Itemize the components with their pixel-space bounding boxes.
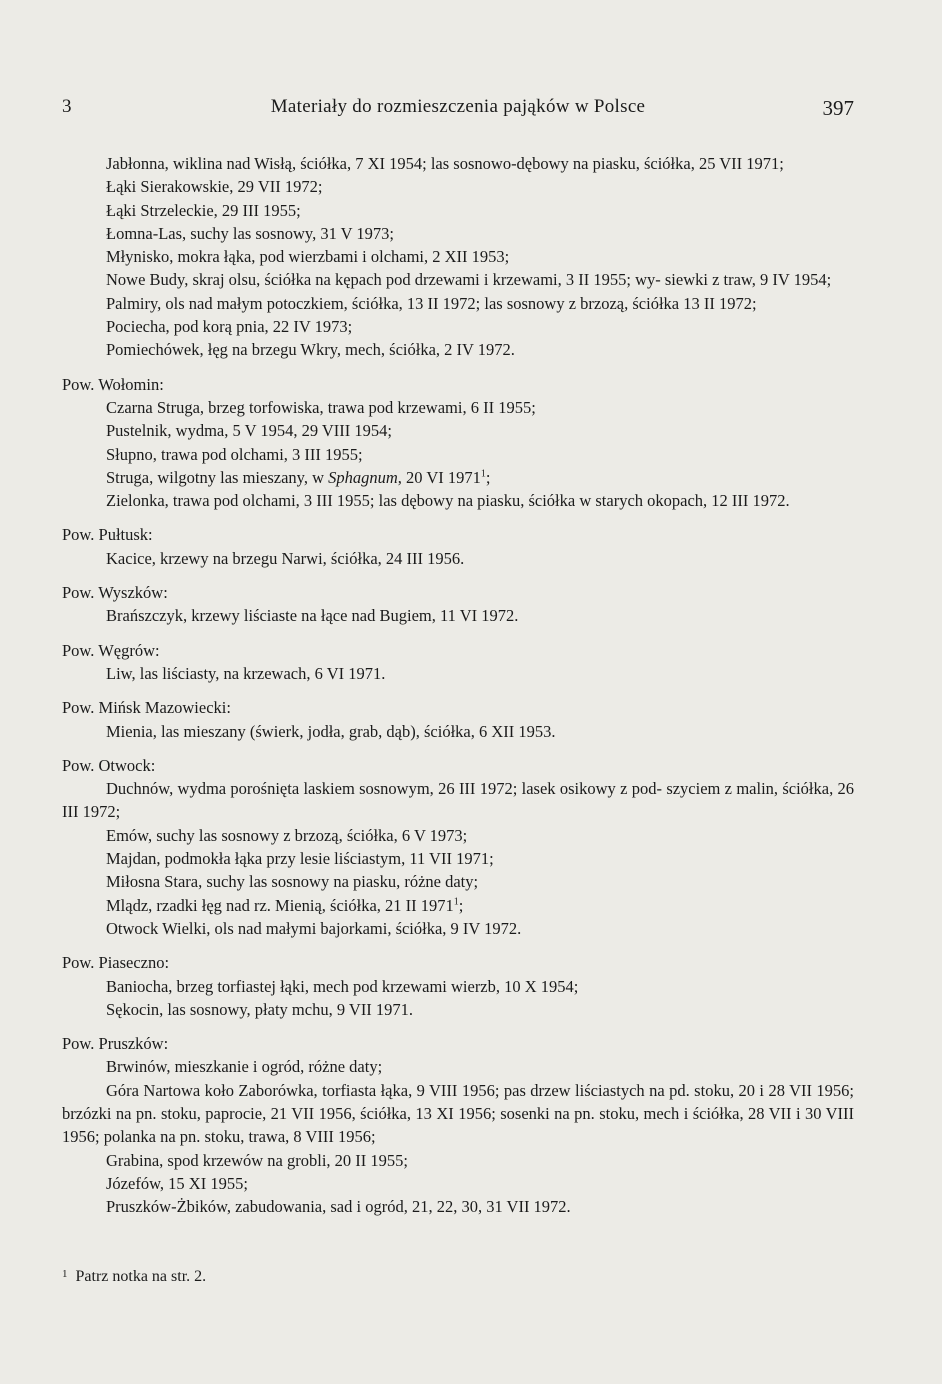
entry-line: Góra Nartowa koło Zaborówka, torfiasta łąka, 9 VIII 1956; pas drzew liściastych [106,1080,645,1100]
county-heading: Pow. Otwock: [62,755,156,775]
entry-line: Nowe Budy, skraj olsu, ściółka na kępach pod drzewami i krzewami, 3 II 1955; wy- [106,270,661,290]
locality-entry [62,175,854,198]
county-heading: Pow. Wołomin: [62,374,164,394]
entry-text: ; [485,467,491,487]
locality-entry [62,604,854,627]
county-heading: Pow. Węgrów: [62,640,160,660]
entry-line: Brańszczyk, krzewy liściaste na łące nad Bugiem, 11 VI 1972. [106,606,519,626]
entry-line: Młynisko, mokra łąka, pod wierzbami i olchami, 2 XII 1953; [106,247,510,267]
locality-entry [62,998,854,1021]
locality-entry [62,489,854,512]
locality-entry [62,1055,854,1078]
locality-entry [62,662,854,685]
entry-line: 1956; sosenki na pn. stoku, mech i ściółka, 28 VII i 30 VIII 1956; polanka na pn. stoku, [62,1103,855,1147]
locality-entry [62,1149,854,1172]
entry-line: Mienia, las mieszany (świerk, jodła, grab, dąb), ściółka, 6 XII 1953. [106,721,556,741]
entry-line: Baniocha, brzeg torfiastej łąki, mech pod krzewami wierzb, 10 X 1954; [106,976,579,996]
locality-entry [62,1172,854,1195]
footnote-ref: 1 [453,896,459,908]
taxon-name: Sphagnum [328,467,398,487]
locality-entry [62,847,854,870]
locality-entry [62,975,854,998]
running-title: Materiały do rozmieszczenia pająków w Polsce [270,96,646,117]
entry-line: Zielonka, trawa pod olchami, 3 III 1955; las dębowy na piasku, ściółka w starych [106,491,644,511]
entry-text: Struga, wilgotny las mieszany, w [106,467,329,487]
footnote-mark: 1 [62,1268,68,1280]
entry-line: Pustelnik, wydma, 5 V 1954, 29 VIII 1954; [106,421,393,441]
locality-entry [62,152,854,175]
entry-line: Majdan, podmokła łąka przy lesie liściastym, 11 VII 1971; [106,849,494,869]
entry-line: Łąki Strzeleckie, 29 III 1955; [106,200,301,220]
locality-entry [62,199,854,222]
locality-entry [62,292,854,315]
locality-entry [62,720,854,743]
county-heading: Pow. Pułtusk: [62,525,153,545]
locality-entry [62,1195,854,1218]
entry-line: okopach, 12 III 1972. [647,491,790,511]
locality-entry [62,396,854,419]
entry-line: Jabłonna, wiklina nad Wisłą, ściółka, 7 XI 1954; las sosnowo-dębowy na piasku, [106,154,640,173]
entry-text: , 20 VI 1971 [397,467,481,487]
locality-entry [62,870,854,893]
entry-line: Duchnów, wydma porośnięta laskiem sosnowym, 26 III 1972; lasek osikowy z pod- [106,779,662,799]
locality-entry [62,547,854,570]
entry-line: Emów, suchy las sosnowy z brzozą, ściółka, 6 V 1973; [106,825,468,845]
locality-entry [62,419,854,442]
entry-line: Słupno, trawa pod olchami, 3 III 1955; [106,444,363,464]
locality-entry [62,338,854,361]
entry-line: Łomna-Las, suchy las sosnowy, 31 V 1973; [106,223,394,243]
footnote [62,1268,206,1286]
entry-line: Miłosna Stara, suchy las sosnowy na piasku, różne daty; [106,872,479,892]
entry-line: szyciem z malin, ściółka, 26 III 1972; [62,779,855,822]
entry-line: 13 II 1972; [683,293,757,313]
locality-entry [62,917,854,940]
locality-entry [62,824,854,847]
entry-text: Mlądz, rzadki łęg nad rz. Mienią, ściółka, 21 II 1971 [106,895,454,915]
county-heading: Pow. Pruszków: [62,1034,169,1054]
county-heading: Pow. Wyszków: [62,583,168,603]
locality-entry [62,1079,854,1149]
locality-entry [62,894,854,917]
entry-line: Czarna Struga, brzeg torfowiska, trawa pod krzewami, 6 II 1955; [106,397,536,417]
locality-entry [62,443,854,466]
entry-line: na pd. stoku, 20 i 28 VII 1956; brzózki na pn. stoku, paprocie, 21 VII 1956, ściółka, 13 XI [62,1080,854,1123]
entry-line: Pruszków-Żbików, zabudowania, sad i ogród, 21, 22, 30, 31 VII 1972. [106,1197,571,1217]
entry-line: Józefów, 15 XI 1955; [106,1173,248,1193]
entry-line: Grabina, spod krzewów na grobli, 20 II 1955; [106,1150,408,1170]
entry-line: Otwock Wielki, ols nad małymi bajorkami, ściółka, 9 IV 1972. [106,918,522,938]
entry-line: Pomiechówek, łęg na brzegu Wkry, mech, ściółka, 2 IV 1972. [106,340,515,360]
entry-line: Łąki Sierakowskie, 29 VII 1972; [106,177,323,197]
entry-line: ściółka, 25 VII 1971; [643,154,784,173]
body-text [62,152,854,1218]
entry-line: Sękocin, las sosnowy, płaty mchu, 9 VII 1971. [106,999,414,1019]
footnote-ref: 1 [480,468,486,480]
entry-line: Pociecha, pod korą pnia, 22 IV 1973; [106,317,353,337]
entry-line: Kacice, krzewy na brzegu Narwi, ściółka, 24 III 1956. [106,548,465,568]
entry-line: Brwinów, mieszkanie i ogród, różne daty; [106,1057,383,1077]
locality-entry [62,466,854,489]
running-header [62,96,854,124]
county-heading: Pow. Piaseczno: [62,953,170,973]
locality-entry [62,268,854,291]
locality-entry [62,777,854,824]
locality-entry [62,222,854,245]
locality-entry [62,315,854,338]
county-heading: Pow. Mińsk Mazowiecki: [62,698,231,718]
entry-line: Liw, las liściasty, na krzewach, 6 VI 1971. [106,663,386,683]
locality-entry [62,245,854,268]
page-number: 397 [822,96,854,120]
footnote-text: Patrz notka na str. 2. [75,1268,207,1285]
entry-line: Palmiry, ols nad małym potoczkiem, ściółka, 13 II 1972; las sosnowy z brzozą, ściółka [106,293,680,313]
entry-line: siewki z traw, 9 IV 1954; [664,270,832,290]
section-number: 3 [62,96,72,117]
entry-text: ; [458,895,464,915]
entry-line: trawa, 8 VIII 1956; [248,1127,376,1147]
